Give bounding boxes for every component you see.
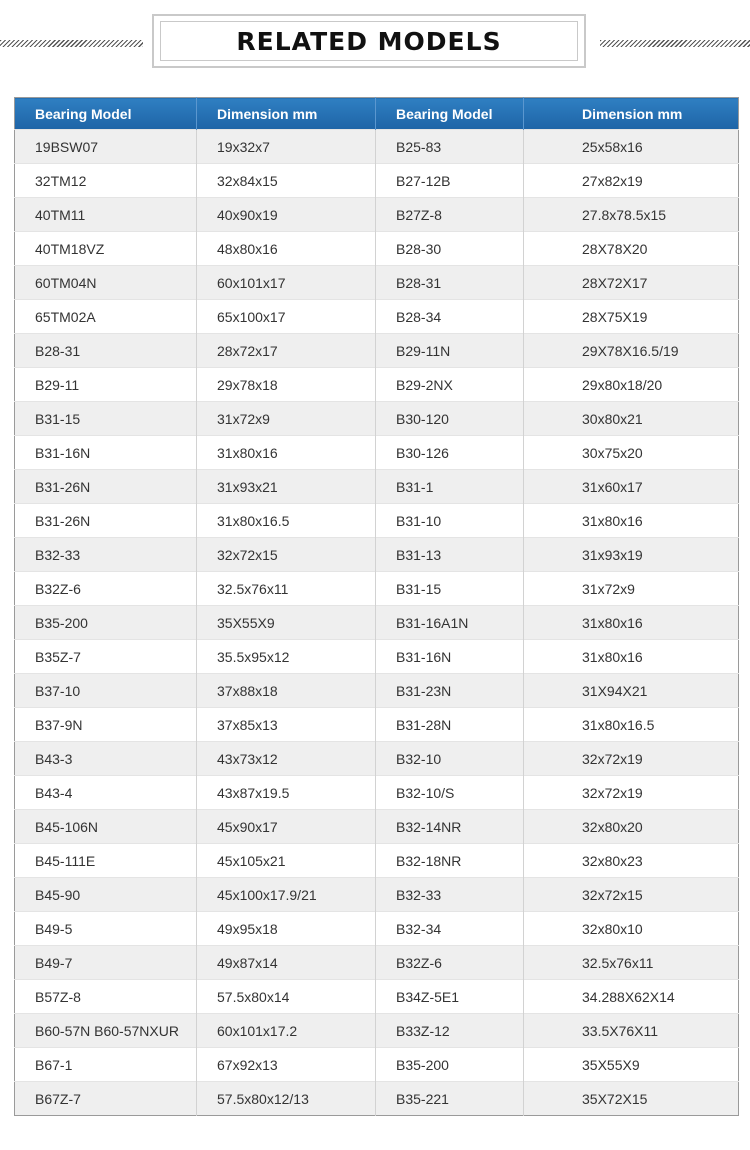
dimension-cell: 32.5x76x11 xyxy=(197,572,376,606)
dimension-cell: 35X55X9 xyxy=(524,1048,739,1082)
bearing-model-cell: B32-33 xyxy=(15,538,197,572)
bearing-model-cell: 60TM04N xyxy=(15,266,197,300)
table-row xyxy=(15,572,739,606)
bearing-model-cell: B31-26N xyxy=(15,504,197,538)
bearing-model-cell: B33Z-12 xyxy=(376,1014,524,1048)
table-row xyxy=(15,368,739,402)
dimension-cell: 49x87x14 xyxy=(197,946,376,980)
decorative-hatch-right xyxy=(600,40,750,47)
bearing-model-cell: B32-18NR xyxy=(376,844,524,878)
table-row xyxy=(15,470,739,504)
bearing-model-cell: B30-126 xyxy=(376,436,524,470)
bearing-model-cell: B45-106N xyxy=(15,810,197,844)
bearing-model-cell: B35-200 xyxy=(15,606,197,640)
bearing-model-cell: B28-31 xyxy=(376,266,524,300)
bearing-model-cell: B32-34 xyxy=(376,912,524,946)
table-row xyxy=(15,436,739,470)
table-row xyxy=(15,640,739,674)
table-row xyxy=(15,538,739,572)
dimension-cell: 31x72x9 xyxy=(524,572,739,606)
bearing-model-cell: B43-4 xyxy=(15,776,197,810)
table-row xyxy=(15,1014,739,1048)
dimension-cell: 32.5x76x11 xyxy=(524,946,739,980)
table-row xyxy=(15,266,739,300)
header-dimension-1: Dimension mm xyxy=(197,98,376,130)
dimension-cell: 43x87x19.5 xyxy=(197,776,376,810)
table-row xyxy=(15,164,739,198)
header-bearing-model-2: Bearing Model xyxy=(376,98,524,130)
bearing-model-cell: B32-33 xyxy=(376,878,524,912)
dimension-cell: 32x72x19 xyxy=(524,776,739,810)
bearing-model-cell: B29-11 xyxy=(15,368,197,402)
dimension-cell: 32x72x15 xyxy=(524,878,739,912)
dimension-cell: 45x105x21 xyxy=(197,844,376,878)
dimension-cell: 57.5x80x14 xyxy=(197,980,376,1014)
header-bearing-model-1: Bearing Model xyxy=(15,98,197,130)
bearing-model-cell: B35Z-7 xyxy=(15,640,197,674)
dimension-cell: 65x100x17 xyxy=(197,300,376,334)
table-header-row xyxy=(15,98,739,130)
bearing-model-cell: B31-15 xyxy=(15,402,197,436)
table-row xyxy=(15,198,739,232)
table-row xyxy=(15,708,739,742)
dimension-cell: 48x80x16 xyxy=(197,232,376,266)
bearing-model-cell: B32-10 xyxy=(376,742,524,776)
dimension-cell: 32x80x20 xyxy=(524,810,739,844)
title-frame xyxy=(152,14,586,68)
table-row xyxy=(15,402,739,436)
dimension-cell: 32x84x15 xyxy=(197,164,376,198)
decorative-hatch-left xyxy=(0,40,143,47)
table-row xyxy=(15,844,739,878)
bearing-model-cell: B45-90 xyxy=(15,878,197,912)
bearing-model-cell: B31-16N xyxy=(376,640,524,674)
table-row xyxy=(15,980,739,1014)
dimension-cell: 30x80x21 xyxy=(524,402,739,436)
dimension-cell: 67x92x13 xyxy=(197,1048,376,1082)
bearing-model-cell: B67-1 xyxy=(15,1048,197,1082)
bearing-model-cell: B35-200 xyxy=(376,1048,524,1082)
bearing-model-cell: B28-30 xyxy=(376,232,524,266)
models-table xyxy=(14,97,739,1116)
bearing-model-cell: 19BSW07 xyxy=(15,130,197,164)
table-row xyxy=(15,232,739,266)
table-row xyxy=(15,810,739,844)
bearing-model-cell: B43-3 xyxy=(15,742,197,776)
dimension-cell: 43x73x12 xyxy=(197,742,376,776)
bearing-model-cell: B31-28N xyxy=(376,708,524,742)
page-title: RELATED MODELS xyxy=(236,26,502,56)
dimension-cell: 49x95x18 xyxy=(197,912,376,946)
dimension-cell: 31x80x16.5 xyxy=(524,708,739,742)
bearing-model-cell: B25-83 xyxy=(376,130,524,164)
dimension-cell: 29X78X16.5/19 xyxy=(524,334,739,368)
table-row xyxy=(15,300,739,334)
bearing-model-cell: B32-14NR xyxy=(376,810,524,844)
table-row xyxy=(15,878,739,912)
dimension-cell: 31x80x16.5 xyxy=(197,504,376,538)
dimension-cell: 31X94X21 xyxy=(524,674,739,708)
dimension-cell: 28X78X20 xyxy=(524,232,739,266)
dimension-cell: 31x93x19 xyxy=(524,538,739,572)
dimension-cell: 28X72X17 xyxy=(524,266,739,300)
bearing-model-cell: B35-221 xyxy=(376,1082,524,1116)
bearing-model-cell: B31-26N xyxy=(15,470,197,504)
table-row xyxy=(15,742,739,776)
bearing-model-cell: B30-120 xyxy=(376,402,524,436)
dimension-cell: 32x72x15 xyxy=(197,538,376,572)
bearing-model-cell: B57Z-8 xyxy=(15,980,197,1014)
dimension-cell: 31x93x21 xyxy=(197,470,376,504)
dimension-cell: 32x72x19 xyxy=(524,742,739,776)
bearing-model-cell: 40TM11 xyxy=(15,198,197,232)
dimension-cell: 29x78x18 xyxy=(197,368,376,402)
bearing-model-cell: B32Z-6 xyxy=(376,946,524,980)
bearing-model-cell: B60-57N B60-57NXUR xyxy=(15,1014,197,1048)
bearing-model-cell: B32-10/S xyxy=(376,776,524,810)
bearing-model-cell: B27Z-8 xyxy=(376,198,524,232)
dimension-cell: 31x80x16 xyxy=(524,640,739,674)
bearing-model-cell: 40TM18VZ xyxy=(15,232,197,266)
dimension-cell: 45x100x17.9/21 xyxy=(197,878,376,912)
bearing-model-cell: B31-13 xyxy=(376,538,524,572)
dimension-cell: 25x58x16 xyxy=(524,130,739,164)
table-row xyxy=(15,946,739,980)
table-row xyxy=(15,334,739,368)
dimension-cell: 31x72x9 xyxy=(197,402,376,436)
dimension-cell: 27.8x78.5x15 xyxy=(524,198,739,232)
bearing-model-cell: B37-9N xyxy=(15,708,197,742)
dimension-cell: 31x80x16 xyxy=(524,504,739,538)
dimension-cell: 31x60x17 xyxy=(524,470,739,504)
dimension-cell: 19x32x7 xyxy=(197,130,376,164)
bearing-model-cell: B31-16N xyxy=(15,436,197,470)
dimension-cell: 57.5x80x12/13 xyxy=(197,1082,376,1116)
models-table-container xyxy=(14,97,738,1116)
bearing-model-cell: B31-16A1N xyxy=(376,606,524,640)
dimension-cell: 40x90x19 xyxy=(197,198,376,232)
dimension-cell: 37x85x13 xyxy=(197,708,376,742)
table-row xyxy=(15,1082,739,1116)
dimension-cell: 35.5x95x12 xyxy=(197,640,376,674)
dimension-cell: 30x75x20 xyxy=(524,436,739,470)
title-inner-frame xyxy=(160,21,578,61)
dimension-cell: 35X72X15 xyxy=(524,1082,739,1116)
bearing-model-cell: B49-7 xyxy=(15,946,197,980)
dimension-cell: 60x101x17 xyxy=(197,266,376,300)
bearing-model-cell: B28-31 xyxy=(15,334,197,368)
table-row xyxy=(15,130,739,164)
table-row xyxy=(15,912,739,946)
dimension-cell: 31x80x16 xyxy=(197,436,376,470)
bearing-model-cell: B27-12B xyxy=(376,164,524,198)
dimension-cell: 27x82x19 xyxy=(524,164,739,198)
table-row xyxy=(15,606,739,640)
dimension-cell: 33.5X76X11 xyxy=(524,1014,739,1048)
bearing-model-cell: 65TM02A xyxy=(15,300,197,334)
bearing-model-cell: B28-34 xyxy=(376,300,524,334)
table-body xyxy=(15,130,739,1116)
dimension-cell: 60x101x17.2 xyxy=(197,1014,376,1048)
dimension-cell: 37x88x18 xyxy=(197,674,376,708)
bearing-model-cell: B37-10 xyxy=(15,674,197,708)
bearing-model-cell: B31-15 xyxy=(376,572,524,606)
header-dimension-2: Dimension mm xyxy=(524,98,739,130)
table-row xyxy=(15,674,739,708)
bearing-model-cell: B32Z-6 xyxy=(15,572,197,606)
header xyxy=(0,0,750,80)
table-row xyxy=(15,504,739,538)
table-row xyxy=(15,776,739,810)
dimension-cell: 31x80x16 xyxy=(524,606,739,640)
dimension-cell: 32x80x10 xyxy=(524,912,739,946)
bearing-model-cell: B29-2NX xyxy=(376,368,524,402)
table-row xyxy=(15,1048,739,1082)
dimension-cell: 45x90x17 xyxy=(197,810,376,844)
dimension-cell: 28x72x17 xyxy=(197,334,376,368)
dimension-cell: 35X55X9 xyxy=(197,606,376,640)
bearing-model-cell: B31-10 xyxy=(376,504,524,538)
bearing-model-cell: B29-11N xyxy=(376,334,524,368)
bearing-model-cell: B31-1 xyxy=(376,470,524,504)
bearing-model-cell: B34Z-5E1 xyxy=(376,980,524,1014)
bearing-model-cell: 32TM12 xyxy=(15,164,197,198)
bearing-model-cell: B67Z-7 xyxy=(15,1082,197,1116)
dimension-cell: 28X75X19 xyxy=(524,300,739,334)
bearing-model-cell: B45-111E xyxy=(15,844,197,878)
dimension-cell: 32x80x23 xyxy=(524,844,739,878)
dimension-cell: 34.288X62X14 xyxy=(524,980,739,1014)
dimension-cell: 29x80x18/20 xyxy=(524,368,739,402)
bearing-model-cell: B49-5 xyxy=(15,912,197,946)
bearing-model-cell: B31-23N xyxy=(376,674,524,708)
